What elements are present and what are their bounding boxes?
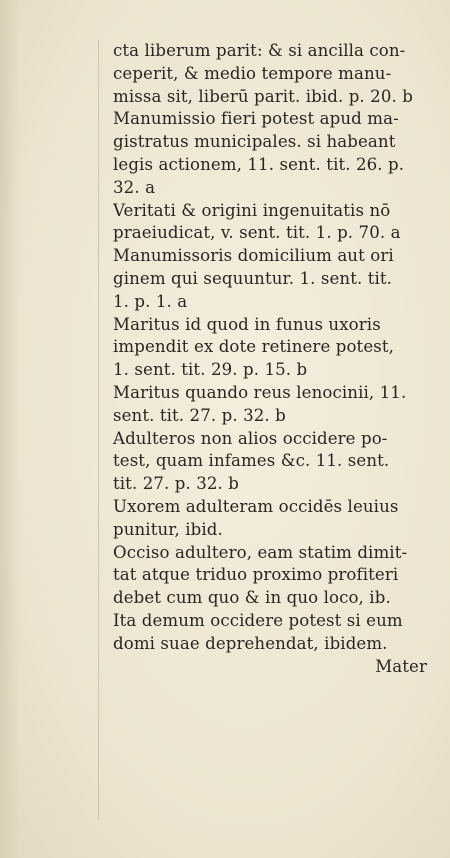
index-text-block <box>113 40 435 678</box>
text-line: Manumissoris domicilium aut ori <box>113 246 394 266</box>
text-line: praeiudicat, v. sent. tit. 1. p. 70. a <box>113 223 401 243</box>
text-line: 1. p. 1. a <box>113 291 188 311</box>
text-line: debet cum quo & in quo loco, ib. <box>113 588 391 608</box>
text-line: Manumissio fieri potest apud ma- <box>113 109 399 129</box>
page-gutter <box>0 0 20 858</box>
margin-rule <box>98 40 99 820</box>
text-line: Adulteros non alios occidere po- <box>113 428 388 448</box>
text-line: 32. a <box>113 177 156 197</box>
text-line: Maritus quando reus lenocinii, 11. <box>113 382 407 402</box>
text-line: test, quam infames &c. 11. sent. <box>113 451 390 471</box>
text-line: tit. 27. p. 32. b <box>113 474 240 494</box>
text-line: Uxorem adulteram occidēs leuius <box>113 496 399 516</box>
text-line: 1. sent. tit. 29. p. 15. b <box>113 360 308 380</box>
text-line: missa sit, liberū parit. ibid. p. 20. b <box>113 86 413 106</box>
text-line: punitur, ibid. <box>113 519 223 539</box>
catchword: Mater <box>375 656 427 676</box>
text-line: Occiso adultero, eam statim dimit- <box>113 542 408 562</box>
text-line: legis actionem, 11. sent. tit. 26. p. <box>113 154 405 174</box>
text-line: Veritati & origini ingenuitatis nō <box>113 200 391 220</box>
text-line: Maritus id quod in funus uxoris <box>113 314 381 334</box>
text-line: Ita demum occidere potest si eum <box>113 610 403 630</box>
text-line: sent. tit. 27. p. 32. b <box>113 405 286 425</box>
text-line: cta liberum parit: & si ancilla con- <box>113 41 406 60</box>
text-line: gistratus municipales. si habeant <box>113 132 396 152</box>
text-line: ceperit, & medio tempore manu- <box>113 63 392 83</box>
text-line: impendit ex dote retinere potest, <box>113 337 394 357</box>
text-line: tat atque triduo proximo profiteri <box>113 565 399 585</box>
text-line: domi suae deprehendat, ibidem. <box>113 633 388 653</box>
text-line: ginem qui sequuntur. 1. sent. tit. <box>113 268 393 288</box>
